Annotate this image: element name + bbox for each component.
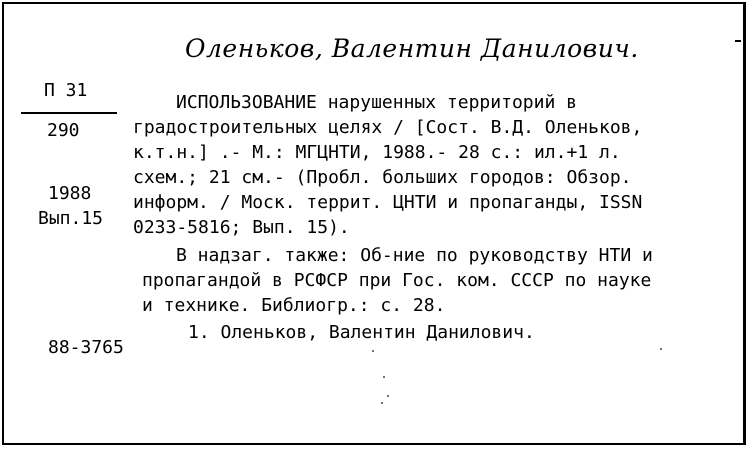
catalog-card xyxy=(2,2,746,445)
description-line: к.т.н.] .- М.: МГЦНТИ, 1988.- 28 с.: ил.+1 л. xyxy=(133,142,621,163)
call-number-top: П 31 xyxy=(44,80,88,101)
speck xyxy=(383,376,385,378)
speck xyxy=(372,350,374,352)
speck xyxy=(381,402,383,404)
note-line: пропагандой в РСФСР при Гос. ком. СССР по науке xyxy=(142,270,652,291)
call-number-bottom: 290 xyxy=(47,120,80,141)
speck xyxy=(660,348,662,350)
year-label: 1988 xyxy=(48,183,92,204)
description-line: ИСПОЛЬЗОВАНИЕ нарушенных территорий в xyxy=(176,92,577,113)
call-number-divider xyxy=(21,112,117,114)
speck xyxy=(387,395,389,397)
description-line: 0233-5816; Вып. 15). xyxy=(133,217,350,238)
accession-number: 88-3765 xyxy=(48,337,124,358)
issue-label: Вып.15 xyxy=(38,208,104,229)
description-line: информ. / Моск. террит. ЦНТИ и пропаганды, ISSN xyxy=(133,192,643,213)
description-line: схем.; 21 см.- (Пробл. больших городов: Обзор. xyxy=(133,167,632,188)
note-line: и технике. Библиогр.: с. 28. xyxy=(142,295,446,316)
tracing-entry: 1. Оленьков, Валентин Данилович. xyxy=(188,322,535,343)
note-line: В надзаг. также: Об-ние по руководству НТИ и xyxy=(176,245,653,266)
handwritten-heading: Оленьков, Валентин Данилович. xyxy=(185,34,639,63)
description-line: градостроительных целях / [Сост. В.Д. Оленьков, xyxy=(133,117,643,138)
edge-mark xyxy=(735,40,741,42)
